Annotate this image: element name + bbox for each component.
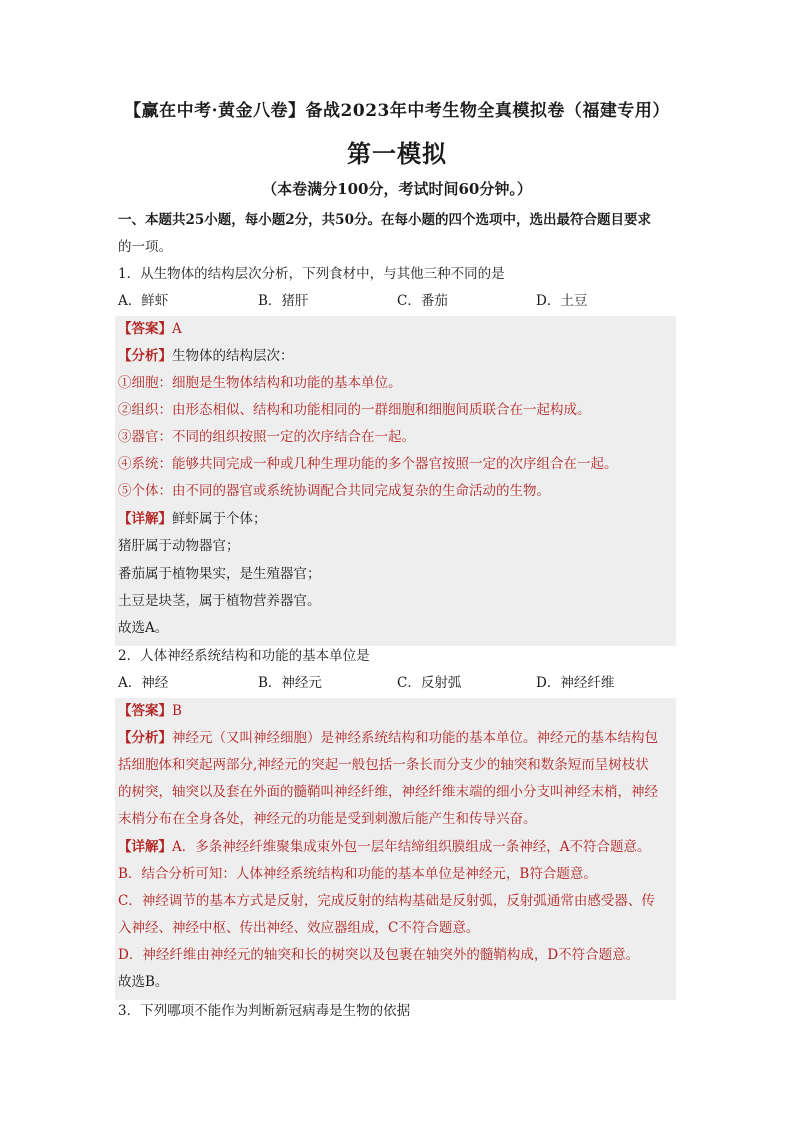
question-2-detail-line-3: 入神经、神经中枢、传出神经、效应器组成，C不符合题意。: [118, 920, 480, 936]
question-1-analysis-line-4: ④系统：能够共同完成一种或几种生理功能的多个器官按照一定的次序组合在一起。: [118, 456, 618, 472]
answer-value: B: [172, 703, 182, 719]
question-1-analysis: [118, 347, 294, 365]
section-instructions-line-1: 一、本题共25小题，每小题2分，共50分。在每小题的四个选项中，选出最符合题目要求: [118, 212, 651, 228]
page-title: 第一模拟: [347, 139, 447, 168]
question-2-detail-line-5: 故选B。: [118, 974, 169, 990]
answer-tag: 【答案】: [118, 321, 172, 337]
question-1-analysis-line-3: ③器官：不同的组织按照一定的次序结合在一起。: [118, 429, 415, 445]
detail-tag: 【详解】: [118, 511, 172, 527]
question-1-analysis-line-1: ①细胞：细胞是生物体结构和功能的基本单位。: [118, 375, 402, 391]
exam-series-title: 【赢在中考·黄金八卷】备战2023年中考生物全真模拟卷（福建专用）: [124, 101, 670, 121]
question-2-stem: 2．人体神经系统结构和功能的基本单位是: [118, 648, 370, 664]
question-3-stem: 3．下列哪项不能作为判断新冠病毒是生物的依据: [118, 1003, 411, 1019]
analysis-first: 神经元（又叫神经细胞）是神经系统结构和功能的基本单位。神经元的基本结构包: [172, 730, 658, 746]
question-1-option-c: C．番茄: [397, 293, 448, 309]
analysis-intro: 生物体的结构层次：: [172, 348, 294, 364]
detail-first: A．多条神经纤维聚集成束外包一层年结缔组织膜组成一条神经，A不符合题意。: [172, 839, 651, 855]
question-2-answer: [118, 702, 182, 720]
analysis-tag: 【分析】: [118, 730, 172, 746]
question-2-detail-line-1: B．结合分析可知：人体神经系统结构和功能的基本单位是神经元，B符合题意。: [118, 866, 597, 882]
question-2-option-b: B．神经元: [258, 675, 322, 691]
question-2-analysis-line-3: 末梢分布在全身各处，神经元的功能是受到刺激后能产生和传导兴奋。: [118, 811, 537, 827]
question-2-option-a: A．神经: [118, 675, 169, 691]
question-1-detail-line-4: 故选A。: [118, 620, 169, 636]
exam-subtitle: （本卷满分100分，考试时间60分钟。）: [262, 180, 532, 198]
question-1-analysis-line-5: ⑤个体：由不同的器官或系统协调配合共同完成复杂的生命活动的生物。: [118, 483, 550, 499]
question-1-detail-line-2: 番茄属于植物果实，是生殖器官；: [118, 566, 321, 582]
analysis-tag: 【分析】: [118, 348, 172, 364]
question-1-option-b: B．猪肝: [258, 293, 309, 309]
answer-value: A: [172, 321, 182, 337]
question-2-detail-line-4: D．神经纤维由神经元的轴突和长的树突以及包裹在轴突外的髓鞘构成，D不符合题意。: [118, 947, 640, 963]
answer-tag: 【答案】: [118, 703, 172, 719]
question-1-stem: 1．从生物体的结构层次分析，下列食材中，与其他三种不同的是: [118, 266, 505, 282]
section-instructions-line-2: 的一项。: [118, 239, 172, 255]
question-1-analysis-line-2: ②组织：由形态相似、结构和功能相同的一群细胞和细胞间质联合在一起构成。: [118, 402, 591, 418]
detail-tag: 【详解】: [118, 839, 172, 855]
detail-first: 鲜虾属于个体；: [172, 511, 267, 527]
question-2-option-d: D．神经纤维: [536, 675, 615, 691]
question-1-option-a: A．鲜虾: [118, 293, 169, 309]
question-1-answer: [118, 320, 182, 338]
question-2-analysis-line-1: 括细胞体和突起两部分,神经元的突起一般包括一条长而分支少的轴突和数条短而呈树枝状: [118, 757, 649, 773]
question-2-option-c: C．反射弧: [397, 675, 462, 691]
question-1-detail-line-3: 土豆是块茎，属于植物营养器官。: [118, 593, 321, 609]
question-1-option-d: D．土豆: [536, 293, 588, 309]
question-2-analysis: [118, 729, 658, 747]
question-1-detail: [118, 510, 267, 528]
question-2-detail-line-2: C．神经调节的基本方式是反射，完成反射的结构基础是反射弧，反射弧通常由感受器、传: [118, 893, 655, 909]
question-2-detail: [118, 838, 651, 856]
question-1-detail-line-1: 猪肝属于动物器官；: [118, 538, 240, 554]
question-2-analysis-line-2: 的树突，轴突以及套在外面的髓鞘叫神经纤维，神经纤维末端的细小分支叫神经末梢，神经: [118, 784, 658, 800]
